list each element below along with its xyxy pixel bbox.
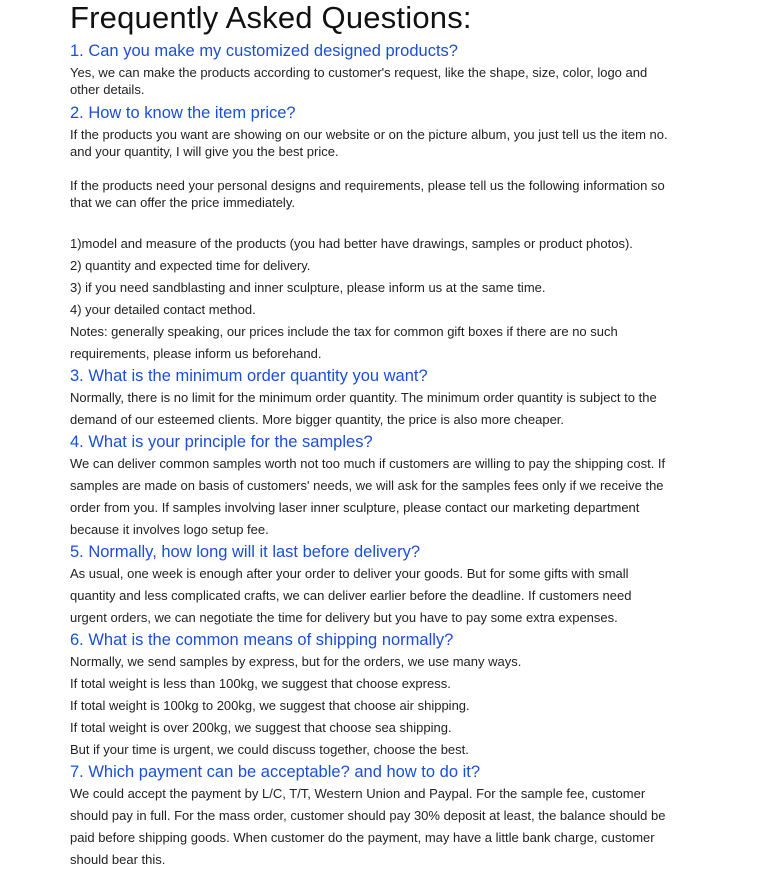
faq-answer-line: 3) if you need sandblasting and inner sculpture, please inform us at the same time.: [70, 280, 546, 295]
faq-answer-line: because it involves logo setup fee.: [70, 522, 269, 537]
faq-item-4: [70, 431, 760, 541]
faq-answer-line: should pay in full. For the mass order, customer should pay 30% deposit at least, the balance should be: [70, 808, 666, 823]
faq-answer-line: If total weight is 100kg to 200kg, we suggest that choose air shipping.: [70, 698, 470, 713]
faq-answer-line: requirements, please inform us beforehand.: [70, 346, 322, 361]
faq-answer-line: paid before shipping goods. When customer do the payment, may have a little bank charge, customer: [70, 830, 655, 845]
spacer: [70, 160, 760, 177]
faq-answer-line: 1)model and measure of the products (you had better have drawings, samples or product photos).: [70, 236, 633, 251]
faq-item-1: [70, 40, 760, 98]
faq-answer-line: If the products you want are showing on our website or on the picture album, you just tell us the item no.: [70, 127, 668, 142]
faq-question-2: 2. How to know the item price?: [70, 104, 296, 122]
faq-answer-line: quantity and less complicated crafts, we can deliver earlier before the deadline. If customers need: [70, 588, 632, 603]
faq-question-7: 7. Which payment can be acceptable? and how to do it?: [70, 763, 481, 781]
faq-answer-line: 2) quantity and expected time for delivery.: [70, 258, 311, 273]
faq-question-3: 3. What is the minimum order quantity you want?: [70, 367, 428, 385]
faq-answer-line: Normally, we send samples by express, but for the orders, we use many ways.: [70, 654, 522, 669]
faq-answer-line: We can deliver common samples worth not too much if customers are willing to pay the shipping cost. If: [70, 456, 666, 471]
faq-answer-line: 4) your detailed contact method.: [70, 302, 256, 317]
faq-answer-line: If the products need your personal designs and requirements, please tell us the following information so: [70, 178, 665, 193]
faq-answer-line: order from you. If samples involving laser inner sculpture, please contact our marketing department: [70, 500, 640, 515]
faq-question-5: 5. Normally, how long will it last before delivery?: [70, 543, 421, 561]
faq-item-3: [70, 365, 760, 431]
faq-answer-line: But if your time is urgent, we could discuss together, choose the best.: [70, 742, 469, 757]
faq-question-4: 4. What is your principle for the samples?: [70, 433, 373, 451]
faq-question-6: 6. What is the common means of shipping normally?: [70, 631, 454, 649]
faq-question-1: 1. Can you make my customized designed products?: [70, 42, 458, 60]
faq-answer-line: We could accept the payment by L/C, T/T, Western Union and Paypal. For the sample fee, customer: [70, 786, 646, 801]
faq-item-5: [70, 541, 760, 629]
faq-answer-line: demand of our esteemed clients. More bigger quantity, the price is also more cheaper.: [70, 412, 565, 427]
spacer: [70, 211, 760, 233]
faq-item-7: [70, 761, 760, 871]
faq-answer-line: that we can offer the price immediately.: [70, 195, 295, 210]
faq-answer-line: As usual, one week is enough after your order to deliver your goods. But for some gifts with small: [70, 566, 629, 581]
faq-answer-line: should bear this.: [70, 852, 166, 867]
faq-answer-line: Normally, there is no limit for the minimum order quantity. The minimum order quantity is subject to the: [70, 390, 657, 405]
faq-answer-line: Yes, we can make the products according to customer's request, like the shape, size, color, logo and: [70, 65, 648, 80]
faq-answer-line: other details.: [70, 82, 145, 97]
faq-answer-line: If total weight is less than 100kg, we suggest that choose express.: [70, 676, 451, 691]
page-title: Frequently Asked Questions:: [70, 0, 472, 35]
faq-answer-line: samples are made on basis of customers' needs, we will ask for the samples fees only if we receive the: [70, 478, 664, 493]
faq-answer-line: If total weight is over 200kg, we suggest that choose sea shipping.: [70, 720, 452, 735]
faq-answer-line: urgent orders, we can negotiate the time for delivery but you have to pay some extra expenses.: [70, 610, 618, 625]
faq-answer-line: Notes: generally speaking, our prices include the tax for common gift boxes if there are no such: [70, 324, 618, 339]
faq-page: [70, 0, 760, 871]
faq-item-6: [70, 629, 760, 761]
faq-answer-line: and your quantity, I will give you the best price.: [70, 144, 339, 159]
faq-item-2: [70, 102, 760, 365]
